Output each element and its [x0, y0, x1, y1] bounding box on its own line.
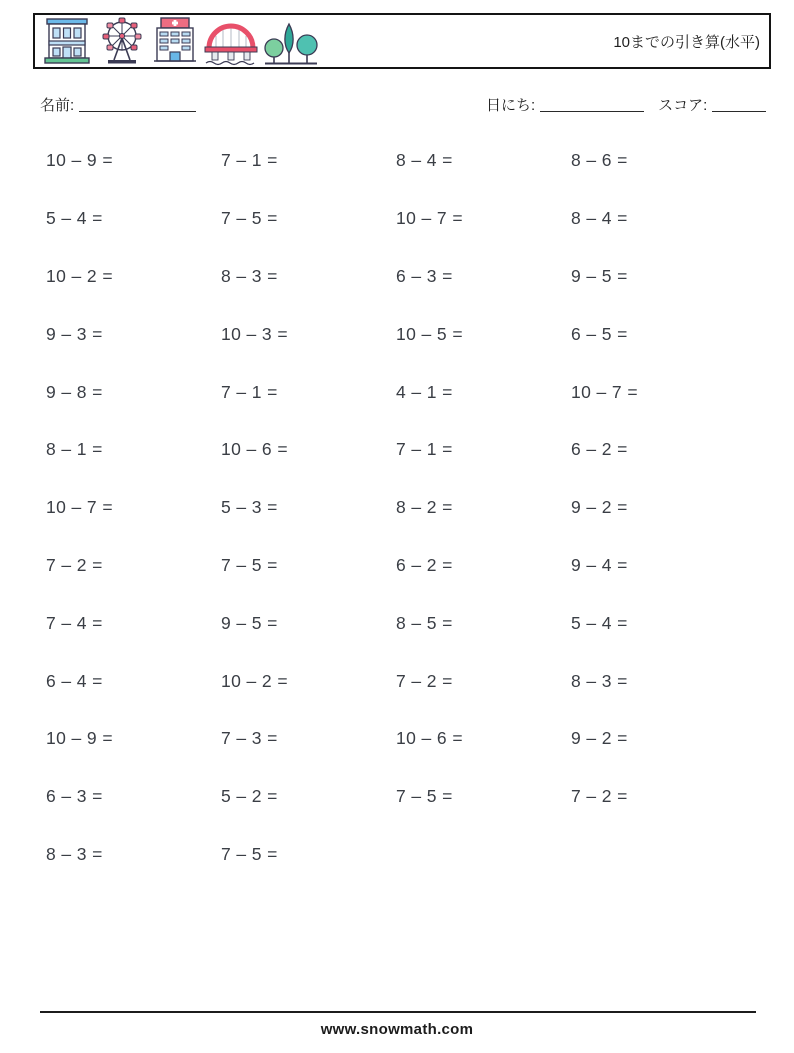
problem: 7 – 1 = [396, 439, 453, 460]
date-score-field-group [486, 94, 766, 115]
problem: 6 – 2 = [396, 554, 453, 575]
problem: 9 – 5 = [571, 265, 628, 286]
problem: 7 – 1 = [221, 150, 278, 171]
problem: 6 – 2 = [571, 439, 628, 460]
problem: 10 – 7 = [396, 208, 463, 229]
problem: 7 – 5 = [221, 554, 278, 575]
name-field-group [40, 94, 196, 115]
problem: 7 – 5 = [221, 208, 278, 229]
problem: 7 – 4 = [46, 612, 103, 633]
problem: 9 – 4 = [571, 554, 628, 575]
problem: 10 – 7 = [571, 381, 638, 402]
problem: 6 – 4 = [46, 670, 103, 691]
problem: 8 – 6 = [571, 150, 628, 171]
problem: 8 – 4 = [396, 150, 453, 171]
problem: 10 – 3 = [221, 323, 288, 344]
name-blank-line [79, 97, 196, 112]
problem: 4 – 1 = [396, 381, 453, 402]
problem: 9 – 2 = [571, 497, 628, 518]
problem: 6 – 5 = [571, 323, 628, 344]
worksheet-title: 10までの引き算(水平) [613, 33, 760, 51]
problem: 7 – 1 = [221, 381, 278, 402]
problem: 8 – 3 = [571, 670, 628, 691]
problem: 10 – 5 = [396, 323, 463, 344]
hospital-icon [151, 16, 199, 66]
problem: 5 – 3 = [221, 497, 278, 518]
score-label: スコア: [658, 97, 708, 114]
problem: 7 – 2 = [46, 554, 103, 575]
problem: 7 – 2 = [571, 786, 628, 807]
problem: 9 – 2 = [571, 728, 628, 749]
problem: 5 – 4 = [571, 612, 628, 633]
problem: 7 – 5 = [396, 786, 453, 807]
footer-url: www.snowmath.com [320, 1021, 474, 1038]
problem: 9 – 3 = [46, 323, 103, 344]
score-blank-line [712, 97, 766, 112]
problem: 7 – 2 = [396, 670, 453, 691]
problem: 10 – 2 = [221, 670, 288, 691]
problem: 8 – 5 = [396, 612, 453, 633]
problem: 5 – 2 = [221, 786, 278, 807]
building-icon [41, 16, 93, 66]
problem: 5 – 4 = [46, 208, 103, 229]
problem: 8 – 2 = [396, 497, 453, 518]
date-label: 日にち: [486, 97, 536, 114]
problem: 6 – 3 = [396, 265, 453, 286]
problem: 9 – 5 = [221, 612, 278, 633]
bridge-icon [202, 18, 260, 66]
problem: 7 – 3 = [221, 728, 278, 749]
problem: 10 – 7 = [46, 497, 113, 518]
problem: 8 – 1 = [46, 439, 103, 460]
problems-grid [46, 132, 762, 883]
name-label: 名前: [40, 97, 75, 114]
problem: 10 – 9 = [46, 728, 113, 749]
problem: 10 – 9 = [46, 150, 113, 171]
problem: 8 – 4 = [571, 208, 628, 229]
problem: 9 – 8 = [46, 381, 103, 402]
problem: 6 – 3 = [46, 786, 103, 807]
problem: 10 – 6 = [396, 728, 463, 749]
trees-icon [263, 18, 319, 66]
problem: 8 – 3 = [221, 265, 278, 286]
problem: 10 – 2 = [46, 265, 113, 286]
header-box [33, 13, 771, 69]
header-icon-strip [41, 16, 319, 66]
footer-divider [40, 1011, 756, 1013]
problem: 8 – 3 = [46, 843, 103, 864]
date-blank-line [540, 97, 644, 112]
problem: 10 – 6 = [221, 439, 288, 460]
problem: 7 – 5 = [221, 843, 278, 864]
ferris-wheel-icon [96, 16, 148, 66]
